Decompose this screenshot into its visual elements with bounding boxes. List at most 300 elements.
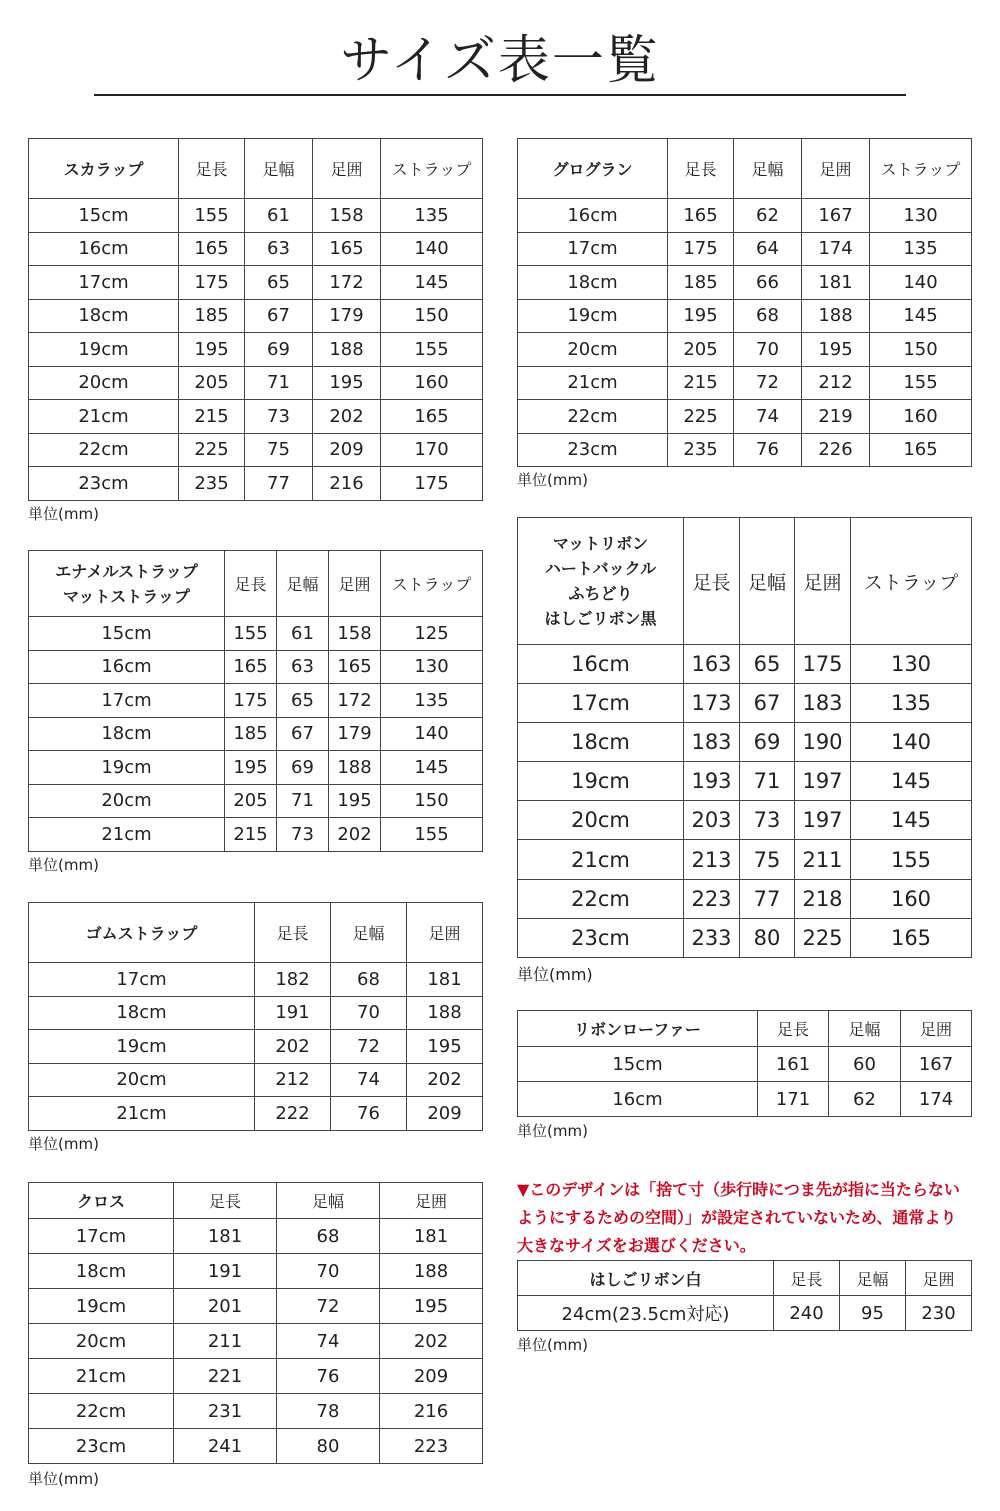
value-cell: 205 bbox=[225, 784, 277, 818]
value-cell: 202 bbox=[313, 400, 381, 434]
product-name: クロス bbox=[29, 1183, 174, 1219]
header-cell: 足囲 bbox=[802, 139, 870, 199]
value-cell: 140 bbox=[381, 232, 483, 266]
value-cell: 165 bbox=[851, 918, 972, 957]
size-table-matte-ribbon bbox=[517, 517, 972, 958]
value-cell: 215 bbox=[179, 400, 245, 434]
value-cell: 73 bbox=[740, 801, 795, 840]
table-row bbox=[29, 818, 483, 852]
table-row bbox=[29, 684, 483, 718]
value-cell: 185 bbox=[179, 299, 245, 333]
table-row bbox=[518, 232, 972, 266]
value-cell: 62 bbox=[734, 199, 802, 233]
value-cell: 155 bbox=[870, 366, 972, 400]
table-row bbox=[518, 400, 972, 434]
value-cell: 191 bbox=[174, 1254, 277, 1289]
table-row bbox=[518, 879, 972, 918]
value-cell: 197 bbox=[795, 801, 851, 840]
value-cell: 64 bbox=[734, 232, 802, 266]
value-cell: 191 bbox=[255, 996, 331, 1030]
table-row bbox=[29, 1289, 483, 1324]
value-cell: 172 bbox=[313, 266, 381, 300]
table-row bbox=[518, 801, 972, 840]
size-cell: 16cm bbox=[29, 650, 225, 684]
value-cell: 195 bbox=[313, 366, 381, 400]
value-cell: 165 bbox=[870, 433, 972, 467]
value-cell: 65 bbox=[740, 645, 795, 684]
value-cell: 221 bbox=[174, 1359, 277, 1394]
size-cell: 19cm bbox=[29, 1030, 255, 1064]
value-cell: 212 bbox=[255, 1063, 331, 1097]
value-cell: 211 bbox=[174, 1324, 277, 1359]
value-cell: 135 bbox=[381, 684, 483, 718]
value-cell: 163 bbox=[684, 645, 740, 684]
value-cell: 130 bbox=[870, 199, 972, 233]
table-row bbox=[29, 333, 483, 367]
size-cell: 23cm bbox=[29, 1429, 174, 1464]
value-cell: 181 bbox=[802, 266, 870, 300]
table-row bbox=[29, 433, 483, 467]
value-cell: 155 bbox=[381, 333, 483, 367]
size-cell: 23cm bbox=[518, 918, 684, 957]
table-row bbox=[29, 996, 483, 1030]
size-cell: 20cm bbox=[518, 333, 668, 367]
value-cell: 219 bbox=[802, 400, 870, 434]
size-table-grosgrain bbox=[517, 138, 972, 467]
value-cell: 145 bbox=[851, 762, 972, 801]
value-cell: 68 bbox=[734, 299, 802, 333]
size-cell: 19cm bbox=[29, 333, 179, 367]
size-cell: 21cm bbox=[29, 400, 179, 434]
value-cell: 167 bbox=[802, 199, 870, 233]
value-cell: 202 bbox=[380, 1324, 483, 1359]
size-cell: 16cm bbox=[29, 232, 179, 266]
value-cell: 226 bbox=[802, 433, 870, 467]
header-cell: ストラップ bbox=[381, 551, 483, 617]
value-cell: 155 bbox=[179, 199, 245, 233]
header-cell: 足長 bbox=[255, 903, 331, 963]
header-cell: 足囲 bbox=[906, 1261, 972, 1296]
table-row bbox=[29, 199, 483, 233]
size-cell: 17cm bbox=[518, 232, 668, 266]
value-cell: 188 bbox=[802, 299, 870, 333]
table-row bbox=[29, 400, 483, 434]
value-cell: 145 bbox=[381, 751, 483, 785]
size-cell: 23cm bbox=[29, 467, 179, 501]
value-cell: 75 bbox=[740, 840, 795, 879]
value-cell: 205 bbox=[179, 366, 245, 400]
page-title: サイズ表一覧 bbox=[340, 31, 660, 91]
value-cell: 165 bbox=[313, 232, 381, 266]
header-cell: 足囲 bbox=[380, 1183, 483, 1219]
value-cell: 67 bbox=[740, 684, 795, 723]
value-cell: 71 bbox=[740, 762, 795, 801]
size-cell: 24cm(23.5cm対応) bbox=[518, 1296, 774, 1331]
value-cell: 80 bbox=[740, 918, 795, 957]
header-cell: ストラップ bbox=[381, 139, 483, 199]
value-cell: 195 bbox=[407, 1030, 483, 1064]
header-cell: 足幅 bbox=[245, 139, 313, 199]
value-cell: 155 bbox=[225, 617, 277, 651]
value-cell: 173 bbox=[684, 684, 740, 723]
value-cell: 95 bbox=[840, 1296, 906, 1331]
value-cell: 175 bbox=[179, 266, 245, 300]
value-cell: 181 bbox=[380, 1219, 483, 1254]
value-cell: 235 bbox=[179, 467, 245, 501]
value-cell: 77 bbox=[740, 879, 795, 918]
value-cell: 145 bbox=[381, 266, 483, 300]
size-table-ribbon-loafer bbox=[517, 1010, 972, 1117]
value-cell: 223 bbox=[380, 1429, 483, 1464]
table-row bbox=[29, 650, 483, 684]
value-cell: 70 bbox=[734, 333, 802, 367]
value-cell: 72 bbox=[734, 366, 802, 400]
table-row bbox=[518, 723, 972, 762]
product-name: スカラップ bbox=[29, 139, 179, 199]
value-cell: 175 bbox=[668, 232, 734, 266]
unit-label: 単位(mm) bbox=[28, 1135, 99, 1153]
value-cell: 78 bbox=[277, 1394, 380, 1429]
value-cell: 165 bbox=[668, 199, 734, 233]
value-cell: 195 bbox=[380, 1289, 483, 1324]
table-row bbox=[518, 433, 972, 467]
value-cell: 60 bbox=[829, 1047, 901, 1082]
size-table-enamel-strap bbox=[28, 550, 483, 852]
value-cell: 74 bbox=[331, 1063, 407, 1097]
value-cell: 195 bbox=[179, 333, 245, 367]
header-cell: 足囲 bbox=[795, 518, 851, 645]
size-cell: 15cm bbox=[518, 1047, 758, 1082]
value-cell: 71 bbox=[277, 784, 329, 818]
table-row bbox=[29, 1030, 483, 1064]
size-cell: 16cm bbox=[518, 645, 684, 684]
value-cell: 72 bbox=[331, 1030, 407, 1064]
product-name: はしごリボン白 bbox=[518, 1261, 774, 1296]
value-cell: 69 bbox=[277, 751, 329, 785]
value-cell: 130 bbox=[381, 650, 483, 684]
value-cell: 75 bbox=[245, 433, 313, 467]
value-cell: 165 bbox=[381, 400, 483, 434]
value-cell: 66 bbox=[734, 266, 802, 300]
value-cell: 65 bbox=[277, 684, 329, 718]
table-row bbox=[518, 1047, 972, 1082]
size-cell: 21cm bbox=[518, 840, 684, 879]
table-row bbox=[29, 299, 483, 333]
product-name-line: ハートバックル bbox=[544, 559, 657, 578]
size-cell: 20cm bbox=[29, 366, 179, 400]
value-cell: 145 bbox=[870, 299, 972, 333]
table-row bbox=[29, 467, 483, 501]
unit-label: 単位(mm) bbox=[517, 1122, 588, 1140]
value-cell: 235 bbox=[668, 433, 734, 467]
value-cell: 165 bbox=[329, 650, 381, 684]
value-cell: 195 bbox=[225, 751, 277, 785]
value-cell: 172 bbox=[329, 684, 381, 718]
size-cell: 17cm bbox=[29, 684, 225, 718]
table-row bbox=[29, 1063, 483, 1097]
value-cell: 165 bbox=[225, 650, 277, 684]
size-table-ladder-ribbon-white bbox=[517, 1260, 972, 1331]
value-cell: 179 bbox=[329, 717, 381, 751]
value-cell: 67 bbox=[245, 299, 313, 333]
header-cell: 足囲 bbox=[407, 903, 483, 963]
value-cell: 209 bbox=[380, 1359, 483, 1394]
value-cell: 158 bbox=[313, 199, 381, 233]
product-name-line: エナメルストラップ bbox=[55, 561, 198, 581]
size-table-cross bbox=[28, 1182, 483, 1464]
table-row bbox=[29, 232, 483, 266]
product-name-line: ふちどり bbox=[568, 584, 633, 603]
size-cell: 23cm bbox=[518, 433, 668, 467]
table-row bbox=[29, 266, 483, 300]
value-cell: 185 bbox=[668, 266, 734, 300]
table-row bbox=[29, 784, 483, 818]
size-cell: 22cm bbox=[29, 433, 179, 467]
table-row bbox=[518, 1082, 972, 1117]
value-cell: 72 bbox=[277, 1289, 380, 1324]
value-cell: 63 bbox=[245, 232, 313, 266]
header-cell: 足長 bbox=[684, 518, 740, 645]
header-cell: 足囲 bbox=[901, 1011, 972, 1047]
size-table-rubber-strap bbox=[28, 902, 483, 1131]
unit-label: 単位(mm) bbox=[28, 505, 99, 523]
value-cell: 165 bbox=[179, 232, 245, 266]
value-cell: 181 bbox=[174, 1219, 277, 1254]
table-row bbox=[29, 717, 483, 751]
table-row bbox=[518, 199, 972, 233]
header-cell: 足幅 bbox=[277, 1183, 380, 1219]
header-cell: 足長 bbox=[774, 1261, 840, 1296]
value-cell: 140 bbox=[381, 717, 483, 751]
value-cell: 170 bbox=[381, 433, 483, 467]
size-cell: 16cm bbox=[518, 199, 668, 233]
value-cell: 167 bbox=[901, 1047, 972, 1082]
table-row bbox=[518, 299, 972, 333]
value-cell: 215 bbox=[225, 818, 277, 852]
value-cell: 222 bbox=[255, 1097, 331, 1131]
size-cell: 22cm bbox=[29, 1394, 174, 1429]
value-cell: 179 bbox=[313, 299, 381, 333]
header-cell: 足囲 bbox=[313, 139, 381, 199]
value-cell: 188 bbox=[329, 751, 381, 785]
value-cell: 193 bbox=[684, 762, 740, 801]
table-row bbox=[29, 1254, 483, 1289]
value-cell: 183 bbox=[795, 684, 851, 723]
size-cell: 21cm bbox=[29, 1097, 255, 1131]
header-cell: 足長 bbox=[225, 551, 277, 617]
value-cell: 61 bbox=[245, 199, 313, 233]
table-row bbox=[29, 1394, 483, 1429]
table-row bbox=[518, 1296, 972, 1331]
header-cell: 足長 bbox=[668, 139, 734, 199]
table-row bbox=[518, 684, 972, 723]
value-cell: 135 bbox=[851, 684, 972, 723]
value-cell: 160 bbox=[851, 879, 972, 918]
product-name-line: マットストラップ bbox=[63, 586, 190, 606]
value-cell: 240 bbox=[774, 1296, 840, 1331]
unit-label: 単位(mm) bbox=[517, 965, 593, 984]
size-cell: 19cm bbox=[29, 751, 225, 785]
value-cell: 155 bbox=[381, 818, 483, 852]
value-cell: 195 bbox=[329, 784, 381, 818]
product-name bbox=[518, 518, 684, 645]
value-cell: 61 bbox=[277, 617, 329, 651]
size-cell: 17cm bbox=[29, 963, 255, 997]
value-cell: 63 bbox=[277, 650, 329, 684]
value-cell: 69 bbox=[740, 723, 795, 762]
header-cell: ストラップ bbox=[870, 139, 972, 199]
value-cell: 76 bbox=[277, 1359, 380, 1394]
table-row bbox=[29, 963, 483, 997]
value-cell: 145 bbox=[851, 801, 972, 840]
value-cell: 74 bbox=[277, 1324, 380, 1359]
value-cell: 225 bbox=[179, 433, 245, 467]
value-cell: 140 bbox=[870, 266, 972, 300]
product-name: リボンローファー bbox=[518, 1011, 758, 1047]
value-cell: 160 bbox=[381, 366, 483, 400]
value-cell: 212 bbox=[802, 366, 870, 400]
value-cell: 209 bbox=[313, 433, 381, 467]
value-cell: 188 bbox=[407, 996, 483, 1030]
size-cell: 17cm bbox=[518, 684, 684, 723]
value-cell: 62 bbox=[829, 1082, 901, 1117]
size-cell: 18cm bbox=[518, 723, 684, 762]
table-row bbox=[29, 617, 483, 651]
table-row bbox=[29, 751, 483, 785]
header-cell: 足幅 bbox=[840, 1261, 906, 1296]
size-cell: 19cm bbox=[518, 299, 668, 333]
unit-label: 単位(mm) bbox=[28, 1470, 99, 1488]
value-cell: 171 bbox=[758, 1082, 829, 1117]
size-cell: 22cm bbox=[518, 400, 668, 434]
value-cell: 175 bbox=[225, 684, 277, 718]
product-name: ゴムストラップ bbox=[29, 903, 255, 963]
value-cell: 67 bbox=[277, 717, 329, 751]
value-cell: 76 bbox=[331, 1097, 407, 1131]
value-cell: 223 bbox=[684, 879, 740, 918]
table-row bbox=[518, 918, 972, 957]
value-cell: 202 bbox=[407, 1063, 483, 1097]
product-name-line: はしごリボン黒 bbox=[544, 609, 657, 628]
size-cell: 21cm bbox=[29, 818, 225, 852]
value-cell: 130 bbox=[851, 645, 972, 684]
value-cell: 195 bbox=[668, 299, 734, 333]
value-cell: 135 bbox=[381, 199, 483, 233]
size-cell: 21cm bbox=[29, 1359, 174, 1394]
unit-label: 単位(mm) bbox=[517, 471, 588, 489]
value-cell: 158 bbox=[329, 617, 381, 651]
table-row bbox=[29, 1324, 483, 1359]
header-cell: 足長 bbox=[174, 1183, 277, 1219]
table-row bbox=[518, 366, 972, 400]
value-cell: 188 bbox=[313, 333, 381, 367]
header-cell: 足幅 bbox=[829, 1011, 901, 1047]
value-cell: 76 bbox=[734, 433, 802, 467]
table-row bbox=[518, 266, 972, 300]
header-cell: ストラップ bbox=[851, 518, 972, 645]
size-cell: 15cm bbox=[29, 617, 225, 651]
header-cell: 足囲 bbox=[329, 551, 381, 617]
size-cell: 18cm bbox=[29, 717, 225, 751]
size-cell: 18cm bbox=[29, 996, 255, 1030]
unit-label: 単位(mm) bbox=[517, 1336, 588, 1354]
value-cell: 174 bbox=[901, 1082, 972, 1117]
value-cell: 225 bbox=[795, 918, 851, 957]
value-cell: 211 bbox=[795, 840, 851, 879]
size-cell: 20cm bbox=[29, 1324, 174, 1359]
value-cell: 150 bbox=[381, 299, 483, 333]
value-cell: 155 bbox=[851, 840, 972, 879]
value-cell: 197 bbox=[795, 762, 851, 801]
value-cell: 125 bbox=[381, 617, 483, 651]
value-cell: 202 bbox=[255, 1030, 331, 1064]
size-cell: 20cm bbox=[29, 1063, 255, 1097]
header-cell: 足幅 bbox=[734, 139, 802, 199]
table-row bbox=[29, 1429, 483, 1464]
value-cell: 135 bbox=[870, 232, 972, 266]
table-row bbox=[518, 645, 972, 684]
table-row bbox=[29, 1359, 483, 1394]
size-cell: 15cm bbox=[29, 199, 179, 233]
value-cell: 69 bbox=[245, 333, 313, 367]
product-name-line: マットリボン bbox=[552, 534, 649, 553]
value-cell: 216 bbox=[380, 1394, 483, 1429]
table-row bbox=[29, 1219, 483, 1254]
value-cell: 150 bbox=[381, 784, 483, 818]
notice-text: ▼このデザインは「捨て寸（歩行時につま先が指に当たらないようにするための空間）」が設定されていないため、通常より大きなサイズをお選びください。 bbox=[517, 1180, 960, 1255]
value-cell: 195 bbox=[802, 333, 870, 367]
header-cell: 足長 bbox=[179, 139, 245, 199]
size-cell: 21cm bbox=[518, 366, 668, 400]
table-row bbox=[29, 1097, 483, 1131]
value-cell: 218 bbox=[795, 879, 851, 918]
value-cell: 71 bbox=[245, 366, 313, 400]
header-cell: 足幅 bbox=[331, 903, 407, 963]
size-table-scallop bbox=[28, 138, 483, 501]
table-row bbox=[29, 366, 483, 400]
product-name bbox=[29, 551, 225, 617]
size-cell: 17cm bbox=[29, 1219, 174, 1254]
table-row bbox=[518, 333, 972, 367]
value-cell: 140 bbox=[851, 723, 972, 762]
size-cell: 22cm bbox=[518, 879, 684, 918]
value-cell: 233 bbox=[684, 918, 740, 957]
value-cell: 201 bbox=[174, 1289, 277, 1324]
value-cell: 205 bbox=[668, 333, 734, 367]
value-cell: 181 bbox=[407, 963, 483, 997]
unit-label: 単位(mm) bbox=[28, 856, 99, 874]
value-cell: 185 bbox=[225, 717, 277, 751]
value-cell: 183 bbox=[684, 723, 740, 762]
size-cell: 19cm bbox=[29, 1289, 174, 1324]
product-name: グログラン bbox=[518, 139, 668, 199]
value-cell: 70 bbox=[277, 1254, 380, 1289]
value-cell: 190 bbox=[795, 723, 851, 762]
value-cell: 70 bbox=[331, 996, 407, 1030]
value-cell: 80 bbox=[277, 1429, 380, 1464]
value-cell: 77 bbox=[245, 467, 313, 501]
value-cell: 215 bbox=[668, 366, 734, 400]
value-cell: 174 bbox=[802, 232, 870, 266]
value-cell: 65 bbox=[245, 266, 313, 300]
size-cell: 17cm bbox=[29, 266, 179, 300]
value-cell: 68 bbox=[331, 963, 407, 997]
size-cell: 18cm bbox=[518, 266, 668, 300]
size-cell: 20cm bbox=[29, 784, 225, 818]
value-cell: 202 bbox=[329, 818, 381, 852]
value-cell: 225 bbox=[668, 400, 734, 434]
value-cell: 160 bbox=[870, 400, 972, 434]
